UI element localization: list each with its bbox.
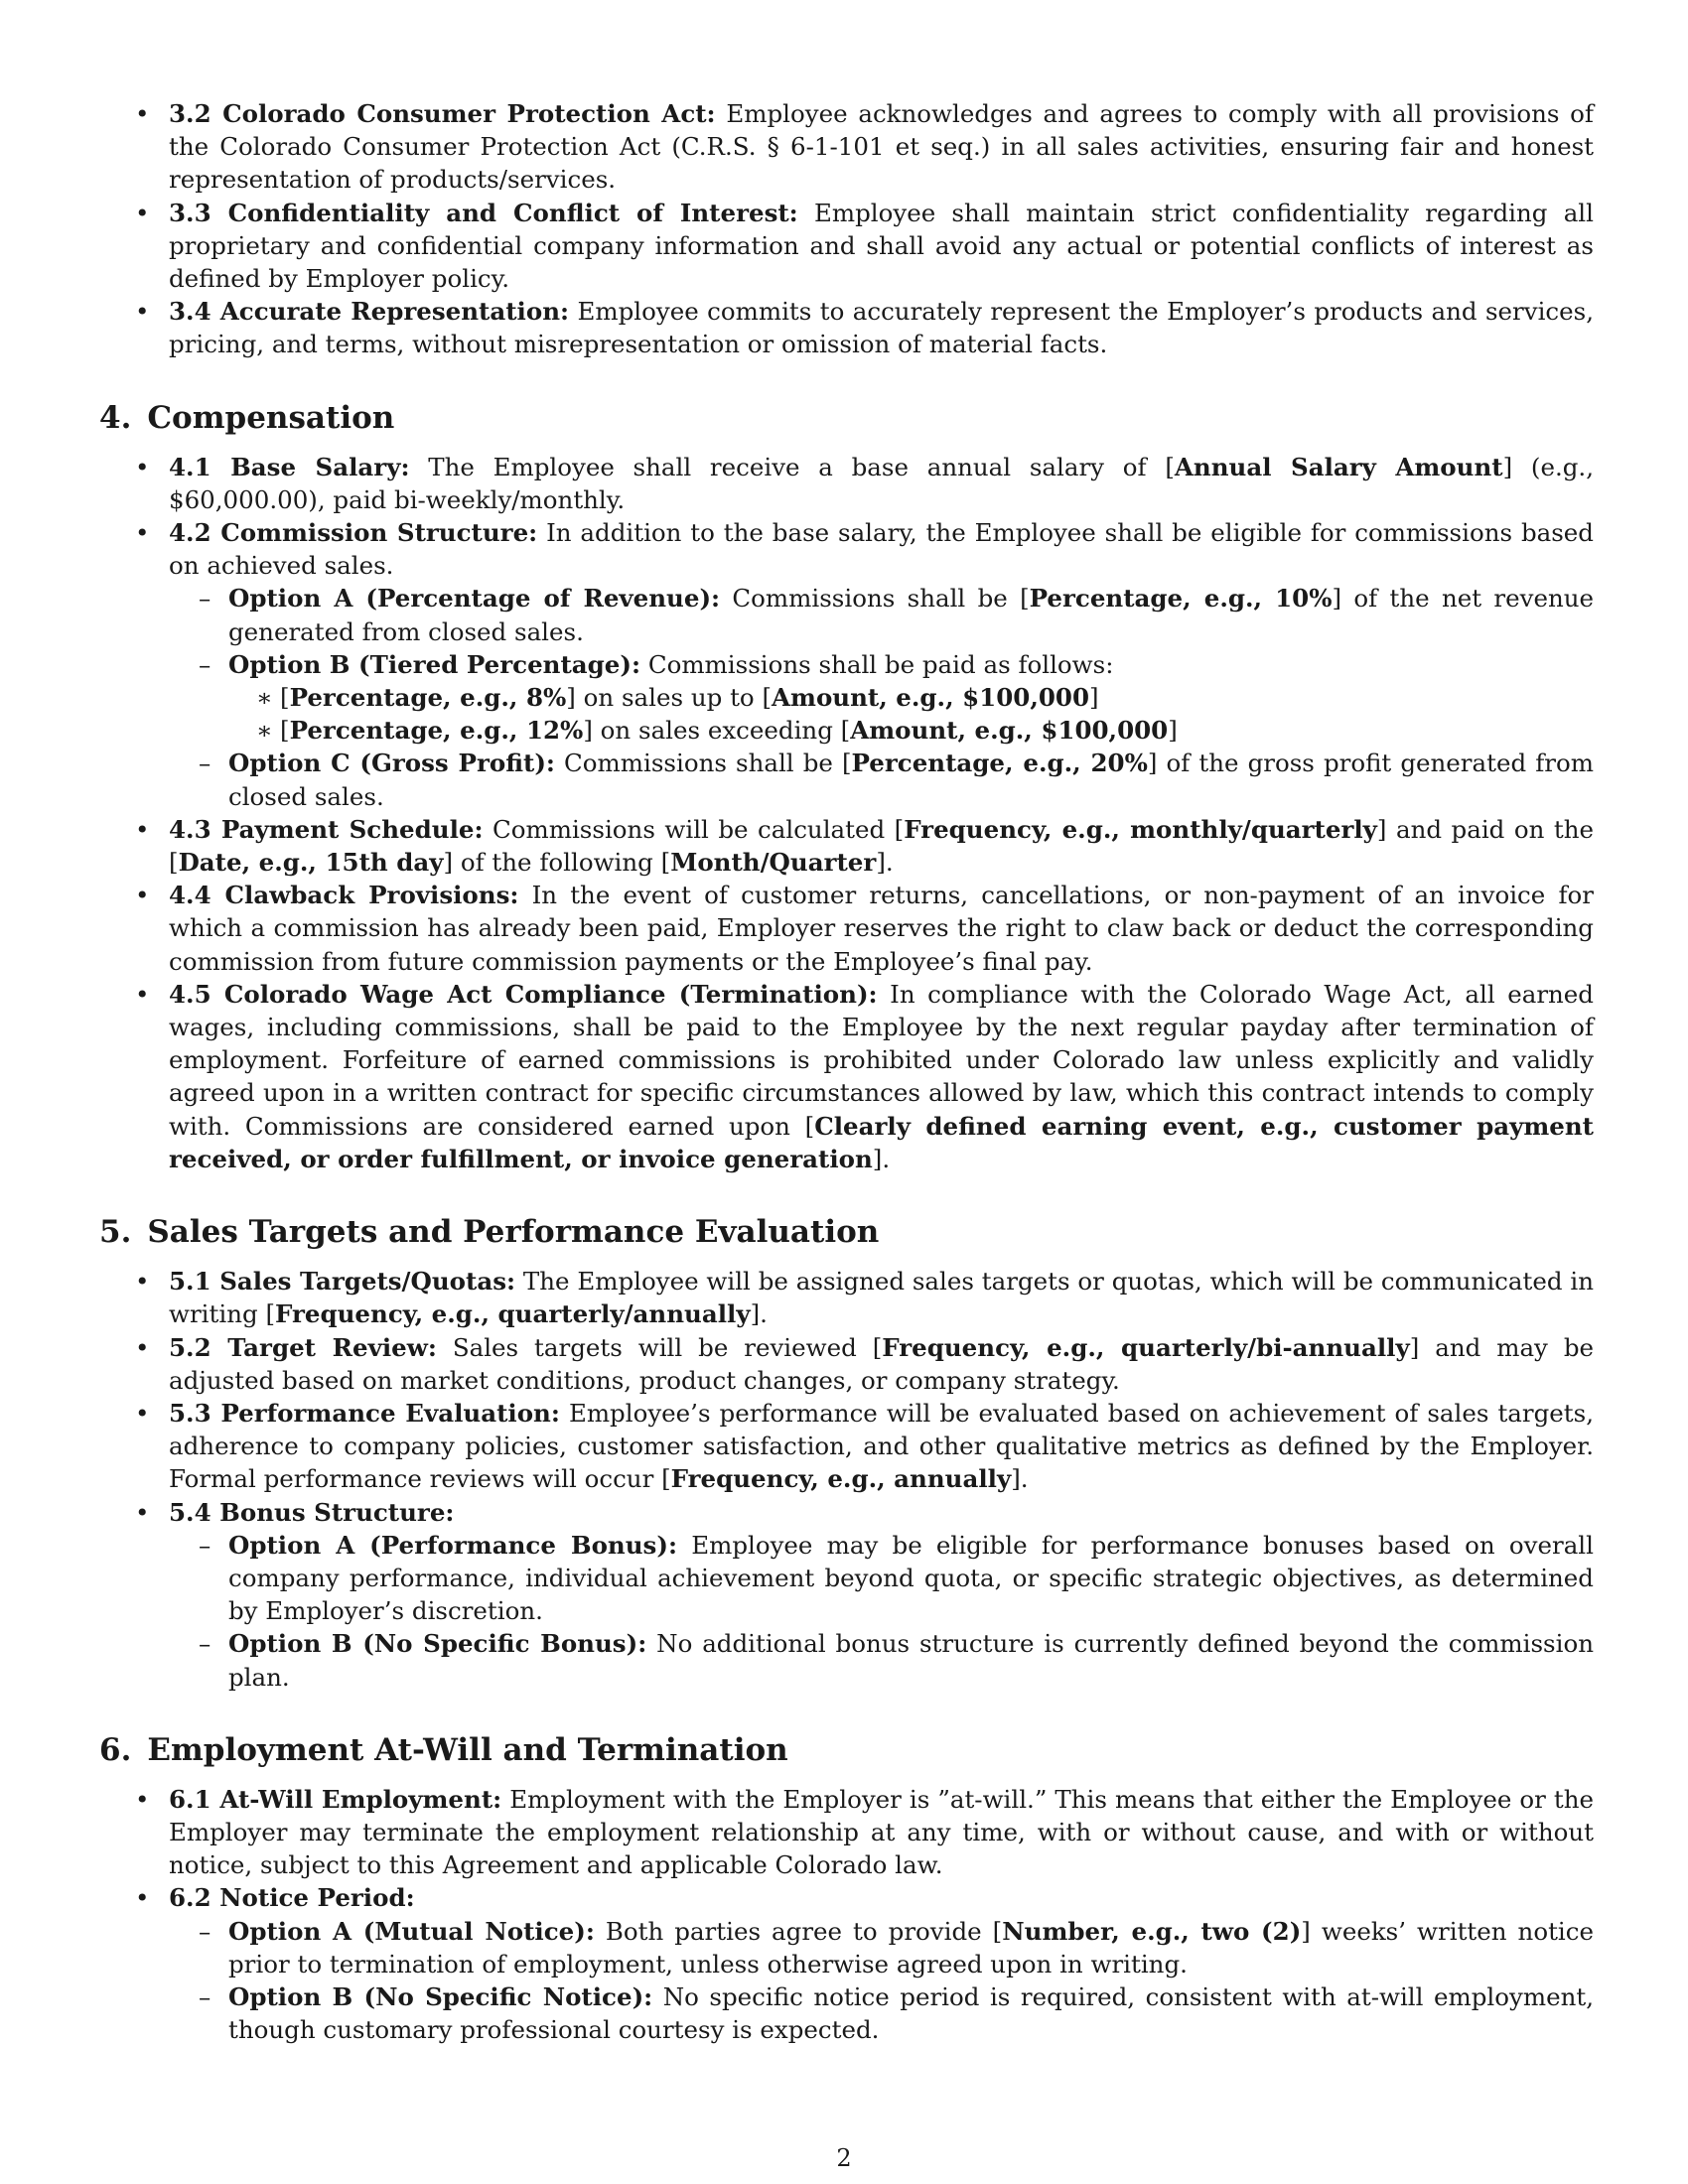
clause-label: 5.1 Sales Targets/Quotas: (169, 1267, 516, 1297)
option-item: – Option A (Performance Bonus): Employee may be eligible for performance bonuses based on overall company performance, individual achievement beyond quota, or specific strategic objectives, as determined by Employer’s discretion. (169, 1529, 1594, 1628)
option-label: Option A (Performance Bonus): (228, 1530, 677, 1560)
placeholder-field: Date, e.g., 15th day (178, 848, 444, 878)
document-page (99, 97, 1594, 2046)
placeholder-field: Amount, e.g., $100,000 (850, 716, 1169, 746)
list-item: • 6.1 At-Will Employment: Employment with the Employer is ”at-will.” This means that either the Employee or the Employer may terminate the employment relationship at any time, with or without cause, and with or without notice, subject to this Agreement and applicable Colorado law. (99, 1783, 1594, 1882)
clause-label: 4.1 Base Salary: (169, 452, 410, 481)
placeholder-field: Frequency, e.g., annually (670, 1464, 1012, 1494)
list-item (99, 97, 1594, 197)
section-title: Employment At-Will and Termination (147, 1731, 788, 1768)
option-label: Option B (Tiered Percentage): (228, 649, 641, 679)
placeholder-field: Frequency, e.g., monthly/quarterly (904, 814, 1377, 844)
clause-label: 5.3 Performance Evaluation: (169, 1398, 560, 1428)
placeholder-field: Percentage, e.g., 20% (851, 749, 1148, 778)
section-number: 4. (99, 399, 132, 436)
option-label: Option C (Gross Profit): (228, 749, 555, 778)
list-item: • 5.2 Target Review: Sales targets will be reviewed [Frequency, e.g., quarterly/bi-annually] and may be adjusted based on market conditions, product changes, or company strategy. (99, 1331, 1594, 1397)
list-item (99, 1496, 1594, 1694)
option-item: – Option B (No Specific Notice): No specific notice period is required, consistent with at-will employment, though customary professional courtesy is expected. (169, 1980, 1594, 2046)
clause-label: 3.3 Confidentiality and Conflict of Interest: (169, 198, 798, 227)
clause-label: 5.4 Bonus Structure: (169, 1497, 455, 1527)
notice-options (169, 1915, 1594, 2047)
placeholder-field: Clearly defined earning event, e.g., customer payment received, or order fulfillment, or invoice generation (169, 1111, 1594, 1173)
list-item: • 5.1 Sales Targets/Quotas: The Employee will be assigned sales targets or quotas, which will be communicated in writing [Frequency, e.g., quarterly/annually]. (99, 1265, 1594, 1330)
section-3-list (99, 97, 1594, 361)
clause-text: Employee commits to accurately represent the Employer’s products and services, pricing, and terms, without misrepresentation or omission of material facts. (169, 297, 1595, 359)
list-item: • 4.3 Payment Schedule: Commissions will be calculated [Frequency, e.g., monthly/quarterly] and paid on the [Date, e.g., 15th day] of the following [Month/Quarter]. (99, 813, 1594, 879)
clause-label: 4.2 Commission Structure: (169, 518, 538, 548)
option-item: – Option A (Mutual Notice): Both parties agree to provide [Number, e.g., two (2)] weeks’ written notice prior to termination of employment, unless otherwise agreed upon in writing. (169, 1915, 1594, 1980)
placeholder-field: Frequency, e.g., quarterly/annually (275, 1299, 751, 1329)
section-4-heading (99, 399, 1594, 437)
placeholder-field: Annual Salary Amount (1174, 452, 1503, 481)
section-5-list (99, 1265, 1594, 1694)
section-title: Compensation (147, 399, 395, 436)
section-number: 6. (99, 1731, 132, 1768)
bonus-options (169, 1529, 1594, 1694)
placeholder-field: Percentage, e.g., 8% (289, 683, 567, 713)
option-label: Option B (No Specific Bonus): (228, 1629, 647, 1659)
placeholder-field: Month/Quarter (670, 848, 877, 878)
commission-options (169, 582, 1594, 812)
section-6-list (99, 1783, 1594, 2047)
section-title: Sales Targets and Performance Evaluation (147, 1214, 880, 1251)
list-item (99, 295, 1594, 360)
clause-label: 6.1 At-Will Employment: (169, 1784, 502, 1814)
list-item: • 5.3 Performance Evaluation: Employee’s performance will be evaluated based on achievement of sales targets, adherence to company policies, customer satisfaction, and other qualitative metrics as defined by the Employer. Formal performance reviews will occur [Frequency, e.g., annually]. (99, 1397, 1594, 1496)
clause-text: Employee acknowledges and agrees to comply with all provisions of the Colorado Consumer Protection Act (C.R.S. § 6-1-101 et seq.) in all sales activities, ensuring fair and honest representation of products/services. (169, 99, 1594, 195)
placeholder-field: Frequency, e.g., quarterly/bi-annually (882, 1332, 1410, 1362)
clause-label: 4.5 Colorado Wage Act Compliance (Termination): (169, 979, 878, 1009)
clause-label: 5.2 Target Review: (169, 1332, 437, 1362)
list-item: • 4.4 Clawback Provisions: In the event of customer returns, cancellations, or non-payment of an invoice for which a commission has already been paid, Employer reserves the right to claw back or deduct the corresponding commission from future commission payments or the Employee’s final pay. (99, 879, 1594, 978)
list-item: • 4.1 Base Salary: The Employee shall receive a base annual salary of [Annual Salary Amount] (e.g., $60,000.00), paid bi-weekly/monthly. (99, 451, 1594, 516)
clause-label: 4.3 Payment Schedule: (169, 814, 484, 844)
section-number: 5. (99, 1214, 132, 1251)
clause-label: 6.2 Notice Period: (169, 1883, 415, 1913)
page-number: 2 (836, 2144, 852, 2172)
section-6-heading (99, 1731, 1594, 1769)
list-item (99, 1881, 1594, 2046)
clause-label: 3.4 Accurate Representation: (169, 297, 570, 327)
tier-item: ∗ [Percentage, e.g., 8%] on sales up to [Amount, e.g., $100,000] (228, 681, 1594, 714)
option-item: – Option C (Gross Profit): Commissions shall be [Percentage, e.g., 20%] of the gross profit generated from closed sales. (169, 747, 1594, 812)
placeholder-field: Percentage, e.g., 12% (289, 716, 584, 746)
list-item: • 4.2 Commission Structure: In addition to the base salary, the Employee shall be eligible for commissions based on achieved sales. – Option A (Percentage of Revenue): Commissions shall be [Percentage, e.g., 10%] of the net revenue generated from closed sales. – Option B (Tiered Percentage): Commissions shall be paid as follows: ∗ [Percentage, e.g., 8%] on sales up to [Amount, e.g., $100,000] ∗ [Percentage, e.g., 12%] on sales exceeding [Amount, e.g., $100,000] – Option C (Gross Profit): Commissions shall be [Percentage, e.g., 20%] of the gross profit generated from closed sales. (99, 516, 1594, 813)
clause-label: 4.4 Clawback Provisions: (169, 881, 519, 910)
option-label: Option A (Percentage of Revenue): (228, 584, 721, 614)
placeholder-field: Amount, e.g., $100,000 (772, 683, 1089, 713)
option-item: – Option B (Tiered Percentage): Commissions shall be paid as follows: ∗ [Percentage, e.g., 8%] on sales up to [Amount, e.g., $100,000] ∗ [Percentage, e.g., 12%] on sales exceeding [Amount, e.g., $100,000] (169, 648, 1594, 748)
list-item: • 4.5 Colorado Wage Act Compliance (Termination): In compliance with the Colorado Wage Act, all earned wages, including commissions, shall be paid to the Employee by the next regular payday after termination of employment. Forfeiture of earned commissions is prohibited under Colorado law unless explicitly and validly agreed upon in a written contract for specific circumstances allowed by law, which this contract intends to comply with. Commissions are considered earned upon [Clearly defined earning event, e.g., customer payment received, or order fulfillment, or invoice generation]. (99, 978, 1594, 1175)
section-4-list (99, 451, 1594, 1175)
section-5-heading (99, 1213, 1594, 1251)
option-item: – Option A (Percentage of Revenue): Commissions shall be [Percentage, e.g., 10%] of the net revenue generated from closed sales. (169, 582, 1594, 647)
option-item: – Option B (No Specific Bonus): No additional bonus structure is currently defined beyond the commission plan. (169, 1627, 1594, 1693)
clause-label: 3.2 Colorado Consumer Protection Act: (169, 99, 716, 128)
option-label: Option B (No Specific Notice): (228, 1981, 653, 2011)
clause-text: Employee shall maintain strict confidentiality regarding all proprietary and confidential company information and shall avoid any actual or potential conflicts of interest as defined by Employer policy. (169, 198, 1594, 294)
option-label: Option A (Mutual Notice): (228, 1916, 595, 1946)
list-item (99, 197, 1594, 296)
tier-item: ∗ [Percentage, e.g., 12%] on sales exceeding [Amount, e.g., $100,000] (228, 714, 1594, 747)
tier-list (228, 681, 1594, 747)
placeholder-field: Percentage, e.g., 10% (1029, 584, 1333, 614)
placeholder-field: Number, e.g., two (2) (1002, 1916, 1302, 1946)
